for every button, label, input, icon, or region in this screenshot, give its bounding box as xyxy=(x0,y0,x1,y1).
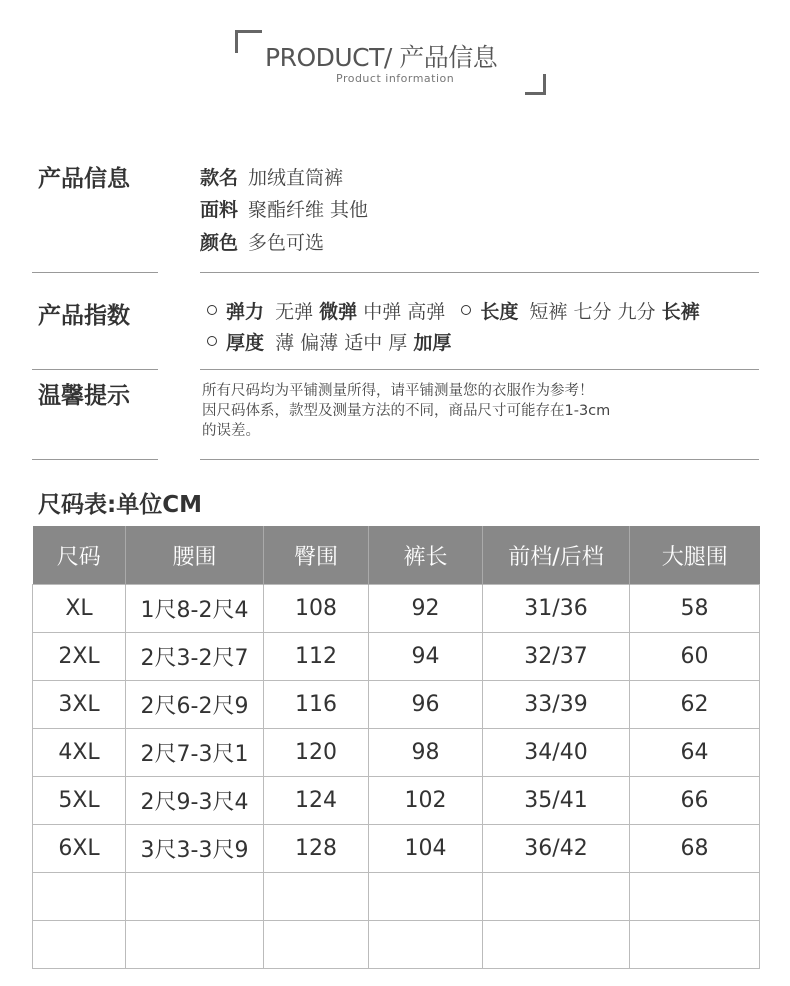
divider xyxy=(32,272,158,273)
table-cell xyxy=(264,921,369,969)
table-cell: 108 xyxy=(264,585,369,633)
product-index-label: 产品指数 xyxy=(38,303,130,329)
table-cell: 33/39 xyxy=(483,681,630,729)
table-cell: 62 xyxy=(630,681,760,729)
table-cell xyxy=(264,873,369,921)
table-cell xyxy=(126,873,264,921)
table-cell: XL xyxy=(33,585,126,633)
divider xyxy=(32,369,158,370)
column-header: 臀围 xyxy=(264,526,369,585)
column-header: 前档/后档 xyxy=(483,526,630,585)
index-row-elasticity-length xyxy=(207,297,700,324)
table-cell: 104 xyxy=(369,825,483,873)
bracket-top-left-decoration xyxy=(235,30,262,53)
table-cell: 102 xyxy=(369,777,483,825)
table-cell: 68 xyxy=(630,825,760,873)
table-cell: 64 xyxy=(630,729,760,777)
info-row-style xyxy=(200,163,343,190)
table-cell: 92 xyxy=(369,585,483,633)
table-cell: 128 xyxy=(264,825,369,873)
option: 适中 xyxy=(344,332,383,354)
table-cell: 98 xyxy=(369,729,483,777)
info-key: 面料 xyxy=(200,199,239,221)
option: 中弹 xyxy=(363,301,402,323)
table-cell: 96 xyxy=(369,681,483,729)
table-cell: 2XL xyxy=(33,633,126,681)
column-header: 裤长 xyxy=(369,526,483,585)
table-cell: 58 xyxy=(630,585,760,633)
info-value: 多色可选 xyxy=(248,232,325,254)
tips-label: 温馨提示 xyxy=(38,383,130,409)
table-cell: 34/40 xyxy=(483,729,630,777)
page-title-cn: / 产品信息 xyxy=(383,43,498,72)
divider xyxy=(200,369,759,370)
size-table-title: 尺码表:单位CM xyxy=(38,492,202,518)
option: 厚 xyxy=(388,332,408,354)
page-subtitle: Product information xyxy=(336,72,455,85)
table-cell xyxy=(483,873,630,921)
option: 高弹 xyxy=(407,301,446,323)
table-cell: 36/42 xyxy=(483,825,630,873)
option: 薄 xyxy=(275,332,295,354)
table-cell: 94 xyxy=(369,633,483,681)
table-row-empty xyxy=(33,873,760,921)
table-cell: 35/41 xyxy=(483,777,630,825)
table-cell xyxy=(33,873,126,921)
index-row-thickness xyxy=(207,328,451,355)
table-row xyxy=(33,825,760,873)
table-cell xyxy=(126,921,264,969)
info-key: 颜色 xyxy=(200,232,239,254)
option: 偏薄 xyxy=(300,332,339,354)
bullet-circle-icon xyxy=(207,336,217,346)
index-key-thickness: 厚度 xyxy=(226,332,265,354)
info-key: 款名 xyxy=(200,167,239,189)
index-key-length: 长度 xyxy=(480,301,519,323)
option: 九分 xyxy=(617,301,656,323)
info-row-color xyxy=(200,228,324,255)
table-cell: 112 xyxy=(264,633,369,681)
table-cell: 4XL xyxy=(33,729,126,777)
divider xyxy=(200,459,759,460)
table-cell xyxy=(630,873,760,921)
table-cell: 32/37 xyxy=(483,633,630,681)
table-row xyxy=(33,777,760,825)
page-title-en: PRODUCT xyxy=(265,43,384,72)
option-selected: 微弹 xyxy=(319,301,358,323)
table-cell: 2尺3-2尺7 xyxy=(126,633,264,681)
table-cell: 3尺3-3尺9 xyxy=(126,825,264,873)
info-value: 聚酯纤维 其他 xyxy=(248,199,369,221)
table-cell: 31/36 xyxy=(483,585,630,633)
info-value: 加绒直筒裤 xyxy=(248,167,344,189)
option-selected: 长裤 xyxy=(661,301,700,323)
table-cell xyxy=(369,873,483,921)
table-cell: 116 xyxy=(264,681,369,729)
bracket-bottom-right-decoration xyxy=(525,74,546,95)
table-cell: 1尺8-2尺4 xyxy=(126,585,264,633)
table-cell xyxy=(369,921,483,969)
column-header: 大腿围 xyxy=(630,526,760,585)
table-cell: 3XL xyxy=(33,681,126,729)
option: 短裤 xyxy=(529,301,568,323)
table-row xyxy=(33,729,760,777)
option-selected: 加厚 xyxy=(413,332,452,354)
section-header xyxy=(0,0,790,110)
table-cell: 2尺9-3尺4 xyxy=(126,777,264,825)
product-info-label: 产品信息 xyxy=(38,166,130,192)
table-cell xyxy=(33,921,126,969)
table-cell: 66 xyxy=(630,777,760,825)
table-cell: 5XL xyxy=(33,777,126,825)
page-title xyxy=(265,38,497,74)
column-header: 腰围 xyxy=(126,526,264,585)
table-cell: 60 xyxy=(630,633,760,681)
table-row xyxy=(33,585,760,633)
table-header-row xyxy=(33,526,760,585)
table-cell: 124 xyxy=(264,777,369,825)
tip-text: 因尺码体系，款型及测量方法的不同，商品尺寸可能存在1-3cm xyxy=(202,403,611,419)
table-row xyxy=(33,681,760,729)
divider xyxy=(32,459,158,460)
index-key-elasticity: 弹力 xyxy=(226,301,265,323)
size-table xyxy=(32,526,760,969)
table-cell xyxy=(483,921,630,969)
divider xyxy=(200,272,759,273)
table-cell: 6XL xyxy=(33,825,126,873)
table-cell: 2尺6-2尺9 xyxy=(126,681,264,729)
tip-text: 的误差。 xyxy=(202,423,260,439)
table-row xyxy=(33,633,760,681)
info-row-fabric xyxy=(200,195,368,222)
column-header: 尺码 xyxy=(33,526,126,585)
table-cell: 120 xyxy=(264,729,369,777)
table-cell xyxy=(630,921,760,969)
tip-text: 所有尺码均为平铺测量所得，请平铺测量您的衣服作为参考！ xyxy=(202,383,594,399)
bullet-circle-icon xyxy=(461,305,471,315)
table-row-empty xyxy=(33,921,760,969)
option: 无弹 xyxy=(275,301,314,323)
option: 七分 xyxy=(573,301,612,323)
table-cell: 2尺7-3尺1 xyxy=(126,729,264,777)
bullet-circle-icon xyxy=(207,305,217,315)
